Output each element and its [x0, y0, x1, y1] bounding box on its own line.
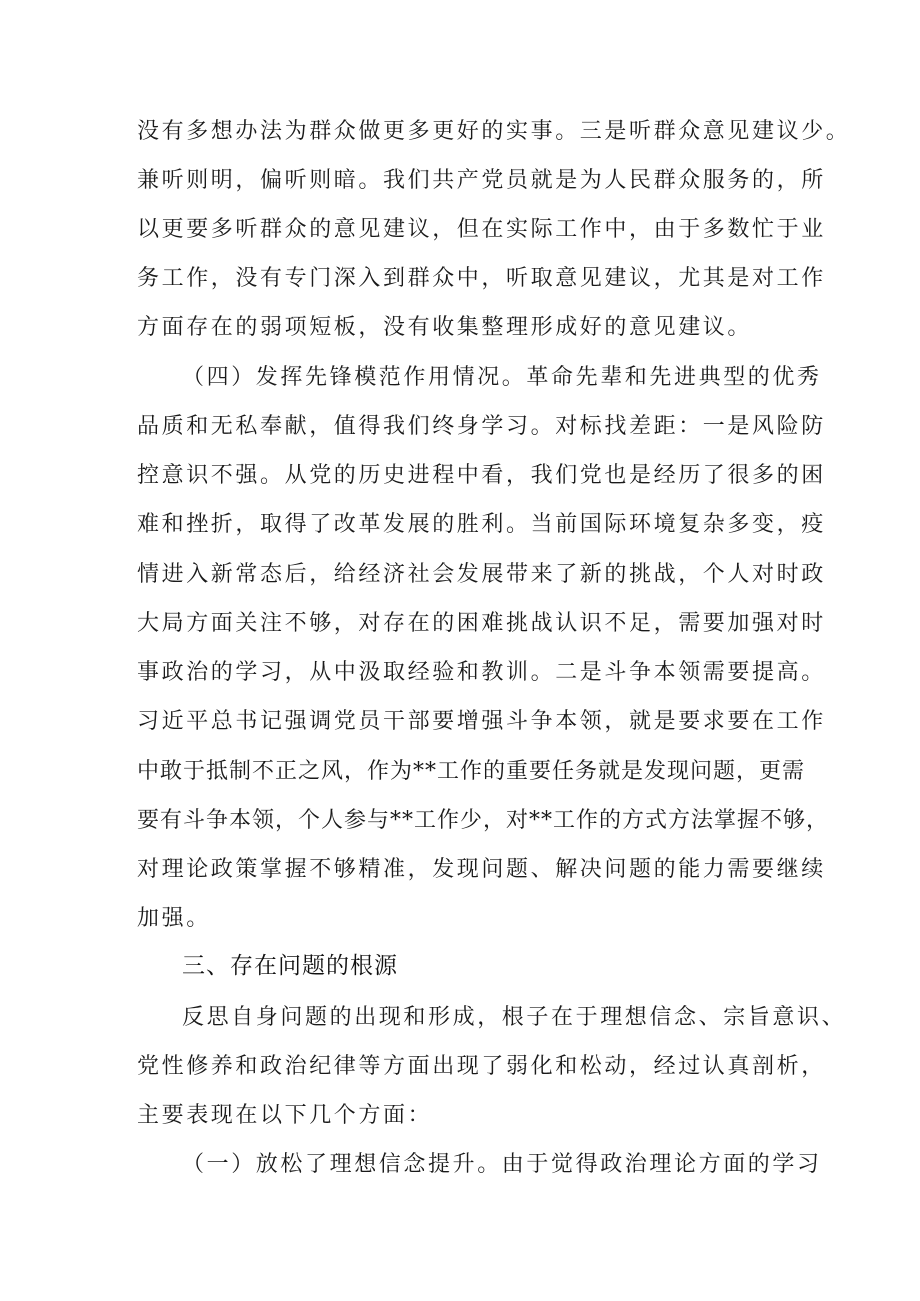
paragraph-line: 加强。: [137, 906, 211, 931]
paragraph-line: 控意识不强。从党的历史进程中看，我们党也是经历了很多的困: [137, 463, 826, 488]
paragraph-line: 方面存在的弱项短板，没有收集整理形成好的意见建议。: [137, 315, 753, 340]
paragraph-line: 对理论政策掌握不够精准，发现问题、解决问题的能力需要继续: [137, 857, 826, 882]
section-heading: 三、存在问题的根源: [182, 953, 398, 979]
paragraph-line: 反思自身问题的出现和形成，根子在于理想信念、宗旨意识、: [182, 1005, 847, 1030]
paragraph-line: 务工作，没有专门深入到群众中，听取意见建议，尤其是对工作: [137, 266, 826, 291]
paragraph-line: 习近平总书记强调党员干部要增强斗争本领，就是要求要在工作: [137, 709, 826, 734]
paragraph-line: 兼听则明，偏听则暗。我们共产党员就是为人民群众服务的，所: [137, 168, 826, 193]
paragraph-line: 主要表现在以下几个方面：: [137, 1103, 433, 1128]
paragraph-line: 事政治的学习，从中汲取经验和教训。二是斗争本领需要提高。: [137, 660, 826, 685]
paragraph-line: 品质和无私奉献，值得我们终身学习。对标找差距：一是风险防: [137, 414, 826, 439]
paragraph-line: （四）发挥先锋模范作用情况。革命先辈和先进典型的优秀: [182, 365, 822, 390]
paragraph-line: 情进入新常态后，给经济社会发展带来了新的挑战，个人对时政: [137, 562, 826, 587]
paragraph-line: 党性修养和政治纪律等方面出现了弱化和松动，经过认真剖析，: [137, 1054, 826, 1079]
paragraph-line: 大局方面关注不够，对存在的困难挑战认识不足，需要加强对时: [137, 611, 826, 636]
paragraph-line: 以更要多听群众的意见建议，但在实际工作中，由于多数忙于业: [137, 217, 826, 242]
paragraph-line: 中敢于抵制不正之风，作为**工作的重要任务就是发现问题，更需: [137, 759, 806, 784]
paragraph-line: 要有斗争本领，个人参与**工作少，对**工作的方式方法掌握不够，: [137, 808, 830, 833]
paragraph-line: 没有多想办法为群众做更多更好的实事。三是听群众意见建议少。: [137, 119, 851, 144]
paragraph-line: 难和挫折，取得了改革发展的胜利。当前国际环境复杂多变，疫: [137, 512, 826, 537]
paragraph-line: （一）放松了理想信念提升。由于觉得政治理论方面的学习: [182, 1152, 822, 1177]
